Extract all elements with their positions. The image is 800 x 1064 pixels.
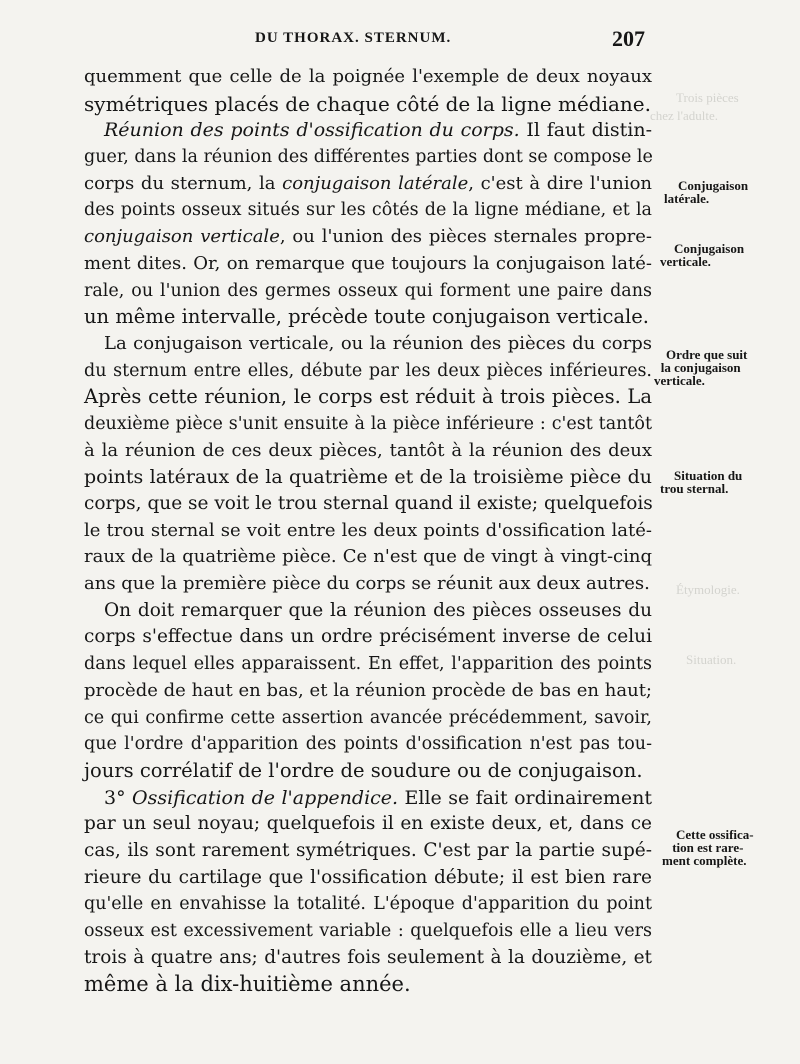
text-line: quemment que celle de la poignée l'exemple de deux noyaux: [84, 66, 652, 87]
italic-phrase: conjugaison verticale: [84, 226, 280, 248]
running-title: DU THORAX. STERNUM.: [255, 30, 452, 46]
text-run: , c'est à dire l'union: [468, 172, 653, 194]
text-line: à la réunion de ces deux pièces, tantôt à la réunion des deux: [84, 439, 652, 461]
text-line: corps, que se voit le trou sternal quand il existe; quelquefois: [84, 493, 653, 514]
margin-note-conjugaison-verticale: [660, 242, 744, 268]
text-line: [84, 117, 652, 144]
text-line: La conjugaison verticale, ou la réunion des pièces du corps: [104, 332, 652, 354]
page-number: 207: [612, 26, 645, 51]
text-line: même à la dix-huitième année.: [84, 972, 411, 997]
text-line: [84, 171, 652, 198]
margin-note-line: latérale.: [664, 191, 710, 206]
show-through-text: Situation.: [686, 652, 737, 667]
text-line: ce qui confirme cette assertion avancée précédemment, savoir,: [84, 707, 652, 728]
show-through-text: Trois pièces: [676, 90, 739, 105]
margin-note-line: tion est rare-: [672, 840, 744, 855]
margin-note-line: Ordre que suit: [666, 347, 748, 362]
text-line: corps s'effectue dans un ordre précisément inverse de celui: [84, 626, 652, 648]
text-run: corps du sternum, la: [84, 172, 283, 194]
text-line: deuxième pièce s'unit ensuite à la pièce inférieure : c'est tantôt: [84, 413, 652, 434]
margin-note-line: Cette ossifica-: [676, 827, 754, 842]
text-line: jours corrélatif de l'ordre de soudure ou de conjugaison.: [84, 758, 643, 782]
text-line: points latéraux de la quatrième et de la troisième pièce du: [84, 466, 652, 489]
margin-note-line: la conjugaison: [660, 360, 741, 375]
margin-note-line: Situation du: [674, 468, 743, 483]
margin-note-line: Conjugaison: [674, 241, 745, 256]
margin-note-line: Conjugaison: [678, 178, 749, 193]
text-line: des points osseux situés sur les côtés de la ligne médiane, et la: [84, 200, 652, 221]
margin-note-ordre-conjugaison: [654, 348, 747, 387]
text-run: Il faut distin-: [519, 119, 652, 142]
margin-note-trou-sternal: [660, 469, 742, 495]
text-line: que l'ordre d'apparition des points d'ossification n'est pas tou-: [84, 734, 652, 755]
main-text: [84, 64, 652, 998]
text-line: rale, ou l'union des germes osseux qui forment une paire dans: [84, 280, 652, 301]
text-line: ans que la première pièce du corps se réunit aux deux autres.: [84, 573, 650, 595]
show-through-text: chez l'adulte.: [650, 108, 719, 123]
text-line: ment dites. Or, on remarque que toujours la conjugaison laté-: [84, 252, 652, 274]
text-run: Elle se fait ordinairement: [398, 786, 652, 809]
margin-note-line: trou sternal.: [660, 481, 729, 496]
text-line: cas, ils sont rarement symétriques. C'est par la partie supé-: [84, 839, 652, 861]
text-run: , ou l'union des pièces sternales propre-: [279, 226, 652, 248]
text-line: dans lequel elles apparaissent. En effet, l'apparition des points: [84, 654, 652, 675]
text-line: [84, 224, 652, 251]
text-line: rieure du cartilage que l'ossification débute; il est bien rare: [84, 866, 652, 888]
text-line: trois à quatre ans; d'autres fois seulement à la douzième, et: [84, 946, 652, 968]
text-line: qu'elle en envahisse la totalité. L'époque d'apparition du point: [84, 894, 652, 915]
margin-note-line: verticale.: [654, 373, 705, 388]
text-line: procède de haut en bas, et la réunion procède de bas en haut;: [84, 679, 652, 701]
text-line: par un seul noyau; quelquefois il en existe deux, et, dans ce: [84, 813, 652, 835]
show-through-text: Étymologie.: [676, 582, 740, 597]
text-line: du sternum entre elles, débute par les deux pièces inférieures.: [84, 360, 652, 381]
text-line: osseux est excessivement variable : quelquefois elle a lieu vers: [84, 921, 652, 941]
italic-phrase: Réunion des points d'ossification du corps.: [104, 119, 520, 142]
margin-note-line: ment complète.: [662, 853, 747, 868]
margin-note-appendice: [662, 828, 754, 867]
text-line: [84, 785, 652, 812]
italic-phrase: Ossification de l'appendice.: [132, 786, 399, 809]
text-run: 3°: [104, 786, 133, 809]
text-line: On doit remarquer que la réunion des pièces osseuses du: [104, 599, 652, 621]
margin-note-line: verticale.: [660, 254, 711, 269]
margin-note-conjugaison-laterale: [664, 179, 748, 205]
text-line: raux de la quatrième pièce. Ce n'est que de vingt à vingt-cinq: [84, 546, 652, 568]
text-line: un même intervalle, précède toute conjugaison verticale.: [84, 305, 650, 329]
text-line: symétriques placés de chaque côté de la ligne médiane.: [84, 91, 651, 116]
text-line: guer, dans la réunion des différentes parties dont se compose le: [84, 147, 653, 168]
text-line: le trou sternal se voit entre les deux points d'ossification laté-: [84, 519, 652, 541]
italic-phrase: conjugaison latérale: [282, 172, 469, 194]
text-line: Après cette réunion, le corps est réduit à trois pièces. La: [84, 385, 652, 409]
